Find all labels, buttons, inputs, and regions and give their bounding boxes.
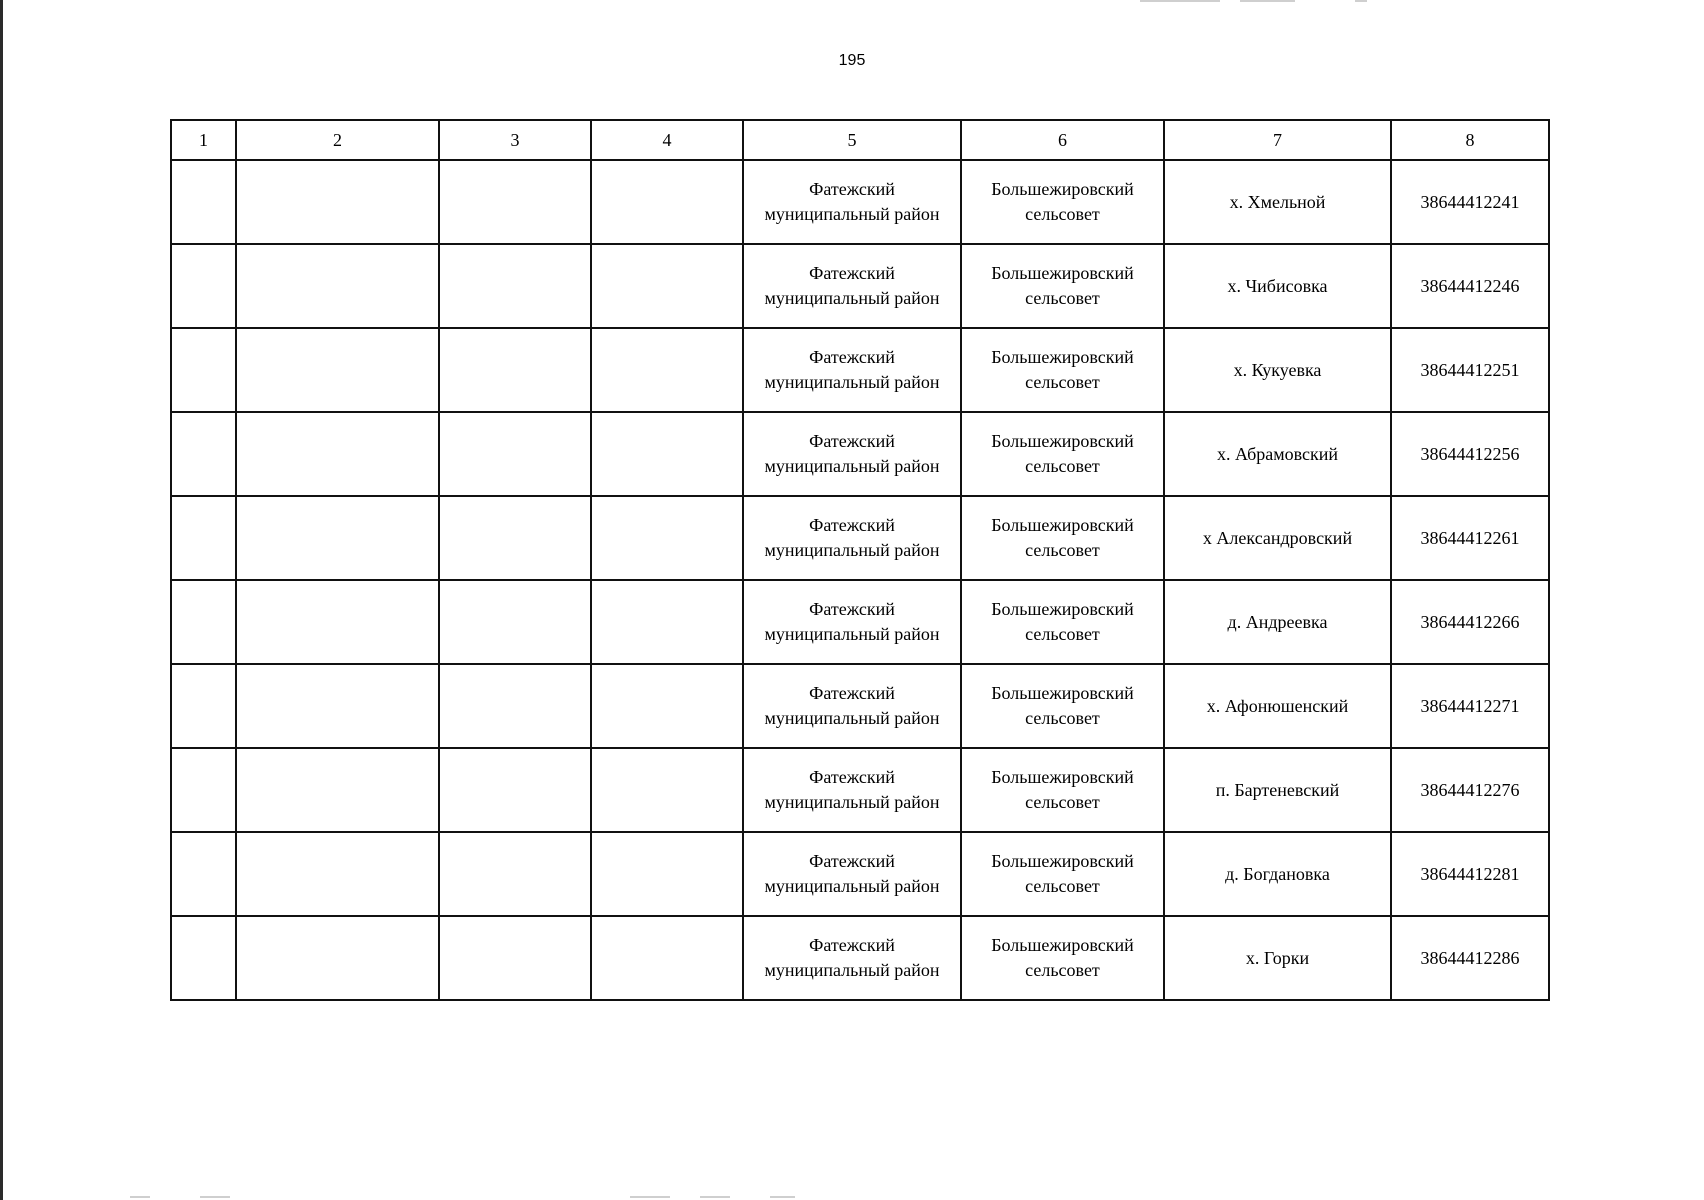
table-row (171, 244, 1549, 328)
scan-artifact (1240, 0, 1295, 2)
table-row (171, 664, 1549, 748)
cell-col-1 (171, 328, 236, 412)
cell-col-4 (591, 832, 743, 916)
cell-col-3 (439, 328, 591, 412)
cell-settlement: д. Богдановка (1164, 832, 1391, 916)
column-header-4: 4 (591, 120, 743, 160)
scan-artifact (770, 1196, 795, 1198)
table-row (171, 580, 1549, 664)
cell-col-3 (439, 244, 591, 328)
cell-col-4 (591, 580, 743, 664)
cell-village-council: Большежировский сельсовет (961, 496, 1164, 580)
cell-settlement: х Александровский (1164, 496, 1391, 580)
cell-village-council: Большежировский сельсовет (961, 832, 1164, 916)
cell-col-3 (439, 160, 591, 244)
cell-col-1 (171, 160, 236, 244)
cell-oktmo-code: 38644412281 (1391, 832, 1549, 916)
cell-settlement: х. Хмельной (1164, 160, 1391, 244)
column-header-3: 3 (439, 120, 591, 160)
cell-col-1 (171, 916, 236, 1000)
cell-col-4 (591, 244, 743, 328)
scan-artifact (700, 1196, 730, 1198)
cell-oktmo-code: 38644412241 (1391, 160, 1549, 244)
cell-col-2 (236, 580, 439, 664)
cell-oktmo-code: 38644412246 (1391, 244, 1549, 328)
table-row (171, 160, 1549, 244)
page-number: 195 (838, 52, 866, 69)
settlements-table (170, 119, 1550, 1001)
cell-oktmo-code: 38644412286 (1391, 916, 1549, 1000)
cell-oktmo-code: 38644412276 (1391, 748, 1549, 832)
cell-municipal-district: Фатежский муниципальный район (743, 664, 961, 748)
table-header (171, 120, 1549, 160)
cell-col-1 (171, 748, 236, 832)
cell-village-council: Большежировский сельсовет (961, 160, 1164, 244)
column-header-8: 8 (1391, 120, 1549, 160)
cell-col-3 (439, 580, 591, 664)
cell-col-4 (591, 748, 743, 832)
column-header-7: 7 (1164, 120, 1391, 160)
cell-col-1 (171, 580, 236, 664)
cell-municipal-district: Фатежский муниципальный район (743, 244, 961, 328)
cell-col-1 (171, 664, 236, 748)
cell-settlement: х. Чибисовка (1164, 244, 1391, 328)
cell-col-4 (591, 496, 743, 580)
column-header-1: 1 (171, 120, 236, 160)
scan-artifact (130, 1196, 150, 1198)
cell-col-2 (236, 496, 439, 580)
cell-municipal-district: Фатежский муниципальный район (743, 748, 961, 832)
cell-col-2 (236, 748, 439, 832)
scan-artifact (200, 1196, 230, 1198)
cell-col-4 (591, 328, 743, 412)
cell-settlement: х. Кукуевка (1164, 328, 1391, 412)
cell-col-2 (236, 832, 439, 916)
cell-oktmo-code: 38644412251 (1391, 328, 1549, 412)
cell-col-3 (439, 412, 591, 496)
column-header-2: 2 (236, 120, 439, 160)
cell-col-1 (171, 412, 236, 496)
cell-village-council: Большежировский сельсовет (961, 916, 1164, 1000)
cell-col-3 (439, 748, 591, 832)
cell-col-1 (171, 496, 236, 580)
cell-village-council: Большежировский сельсовет (961, 412, 1164, 496)
cell-municipal-district: Фатежский муниципальный район (743, 412, 961, 496)
cell-oktmo-code: 38644412266 (1391, 580, 1549, 664)
table-row (171, 832, 1549, 916)
cell-col-4 (591, 664, 743, 748)
cell-village-council: Большежировский сельсовет (961, 664, 1164, 748)
header-row (171, 120, 1549, 160)
cell-col-2 (236, 664, 439, 748)
cell-municipal-district: Фатежский муниципальный район (743, 580, 961, 664)
cell-municipal-district: Фатежский муниципальный район (743, 916, 961, 1000)
cell-settlement: х. Абрамовский (1164, 412, 1391, 496)
cell-col-1 (171, 244, 236, 328)
cell-col-4 (591, 160, 743, 244)
table-body (171, 160, 1549, 1000)
scan-artifact (1355, 0, 1367, 2)
cell-col-2 (236, 160, 439, 244)
cell-col-2 (236, 916, 439, 1000)
column-header-5: 5 (743, 120, 961, 160)
cell-col-2 (236, 412, 439, 496)
scan-artifact (630, 1196, 670, 1198)
column-header-6: 6 (961, 120, 1164, 160)
cell-col-3 (439, 832, 591, 916)
cell-settlement: х. Горки (1164, 916, 1391, 1000)
table-row (171, 496, 1549, 580)
scan-artifact (1140, 0, 1220, 2)
cell-oktmo-code: 38644412271 (1391, 664, 1549, 748)
cell-col-4 (591, 412, 743, 496)
cell-municipal-district: Фатежский муниципальный район (743, 160, 961, 244)
cell-col-3 (439, 916, 591, 1000)
cell-settlement: х. Афонюшенский (1164, 664, 1391, 748)
cell-col-2 (236, 328, 439, 412)
cell-settlement: д. Андреевка (1164, 580, 1391, 664)
scan-edge (0, 0, 3, 1200)
cell-municipal-district: Фатежский муниципальный район (743, 832, 961, 916)
table-row (171, 916, 1549, 1000)
cell-oktmo-code: 38644412256 (1391, 412, 1549, 496)
cell-municipal-district: Фатежский муниципальный район (743, 328, 961, 412)
cell-oktmo-code: 38644412261 (1391, 496, 1549, 580)
table-row (171, 412, 1549, 496)
table-row (171, 328, 1549, 412)
table-row (171, 748, 1549, 832)
cell-municipal-district: Фатежский муниципальный район (743, 496, 961, 580)
cell-village-council: Большежировский сельсовет (961, 328, 1164, 412)
cell-village-council: Большежировский сельсовет (961, 748, 1164, 832)
cell-village-council: Большежировский сельсовет (961, 244, 1164, 328)
cell-settlement: п. Бартеневский (1164, 748, 1391, 832)
cell-col-3 (439, 496, 591, 580)
cell-col-4 (591, 916, 743, 1000)
cell-village-council: Большежировский сельсовет (961, 580, 1164, 664)
cell-col-1 (171, 832, 236, 916)
cell-col-2 (236, 244, 439, 328)
cell-col-3 (439, 664, 591, 748)
